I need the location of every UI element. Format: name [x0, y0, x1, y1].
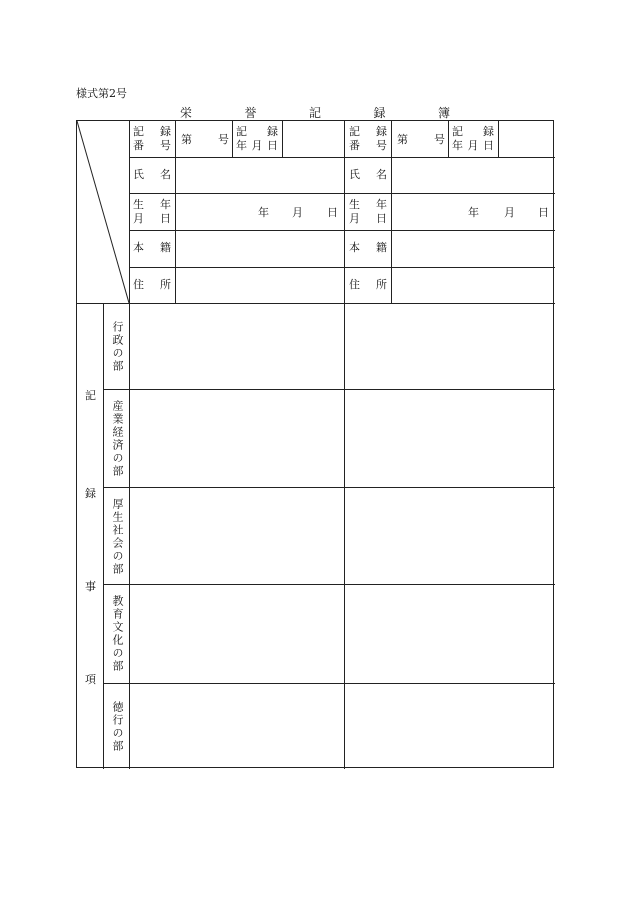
- column-divider: [282, 121, 283, 157]
- birth-month-label: 月: [504, 206, 515, 219]
- birth-date-label: 生 年 月 日: [133, 198, 171, 225]
- title-char: 簿: [437, 106, 450, 120]
- column-divider: [103, 303, 104, 769]
- column-divider: [498, 121, 499, 157]
- name-label: 氏 名: [133, 168, 171, 181]
- row-divider: [129, 267, 555, 268]
- corner-diagonal-line: [77, 121, 129, 303]
- birth-date-label: 生 年 月 日: [349, 198, 387, 225]
- row-divider: [129, 193, 555, 194]
- column-divider: [448, 121, 449, 157]
- number-dai-label: 第: [181, 133, 192, 146]
- record-date-label: 記 録 年 月 日: [452, 125, 494, 152]
- section-divider: [103, 487, 555, 488]
- column-divider: [391, 121, 392, 303]
- record-matters-char: 項: [85, 673, 96, 686]
- section-label-gyosei: 行政の部: [111, 321, 124, 373]
- record-matters-char: 事: [85, 580, 96, 593]
- center-divider: [344, 121, 345, 769]
- section-label-kosei-shakai: 厚生社会の部: [111, 498, 124, 576]
- birth-year-label: 年: [468, 206, 479, 219]
- title-char: 記: [308, 106, 321, 120]
- record-date-label: 記 録 年 月 日: [236, 125, 278, 152]
- column-divider: [129, 121, 130, 769]
- header-bottom-line: [77, 303, 555, 304]
- address-label: 住 所: [349, 278, 387, 291]
- address-label: 住 所: [133, 278, 171, 291]
- row-divider: [129, 230, 555, 231]
- honor-record-form: [76, 120, 554, 768]
- birth-day-label: 日: [327, 206, 338, 219]
- birth-day-label: 日: [538, 206, 549, 219]
- number-dai-label: 第: [397, 133, 408, 146]
- section-label-tokko: 徳行の部: [111, 701, 124, 753]
- section-label-sangyo-keizai: 産業経済の部: [111, 400, 124, 478]
- column-divider: [232, 121, 233, 157]
- honseki-label: 本 籍: [349, 241, 387, 254]
- title-char: 栄: [180, 106, 193, 120]
- title-char: 録: [373, 106, 386, 120]
- number-go-label: 号: [434, 133, 445, 146]
- section-divider: [103, 389, 555, 390]
- record-number-label: 記 録 番 号: [133, 125, 171, 152]
- birth-year-label: 年: [258, 206, 269, 219]
- row-divider: [129, 157, 555, 158]
- record-matters-char: 録: [85, 487, 96, 500]
- name-label: 氏 名: [349, 168, 387, 181]
- number-go-label: 号: [218, 133, 229, 146]
- section-divider: [103, 683, 555, 684]
- section-divider: [103, 584, 555, 585]
- form-number-label: 様式第2号: [76, 87, 127, 100]
- birth-month-label: 月: [292, 206, 303, 219]
- document-title: [180, 104, 450, 121]
- record-number-label: 記 録 番 号: [349, 125, 387, 152]
- title-char: 誉: [244, 106, 257, 120]
- record-matters-char: 記: [85, 389, 96, 402]
- column-divider: [175, 121, 176, 303]
- section-label-kyoiku-bunka: 教育文化の部: [111, 595, 124, 673]
- honseki-label: 本 籍: [133, 241, 171, 254]
